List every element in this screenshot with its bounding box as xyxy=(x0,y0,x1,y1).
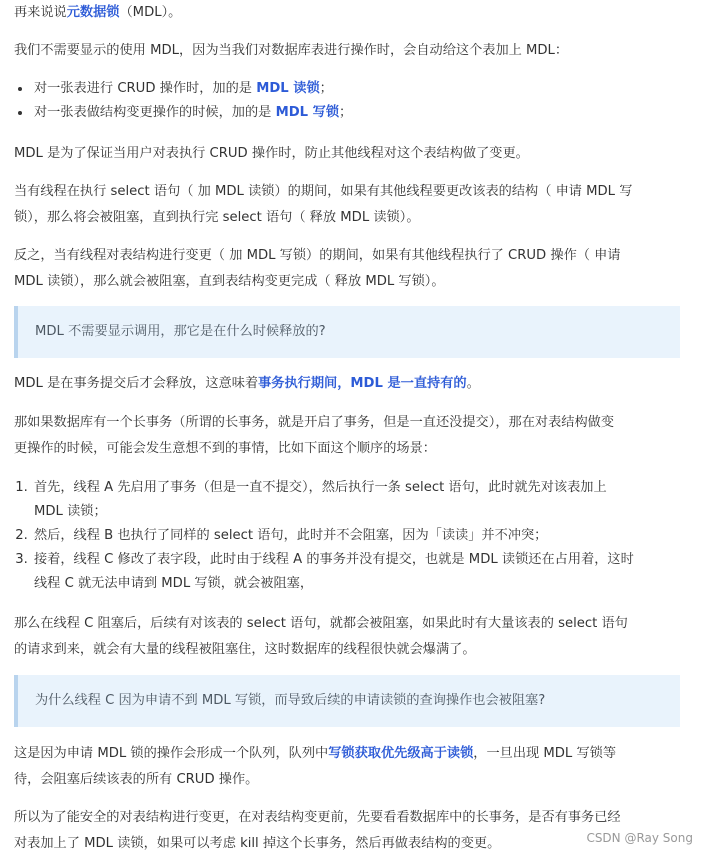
list-item xyxy=(32,77,352,101)
intro-suffix: （MDL）。 xyxy=(119,5,182,20)
list-item-line: 首先，线程 A 先启用了事务（但是一直不提交），然后执行一条 select 语句，此时就先对该表加上 xyxy=(34,480,607,495)
paragraph-5 xyxy=(14,371,480,397)
paragraph-line: 所以为了能安全的对表结构进行变更，在对表结构变更前，先要看看数据库中的长事务，是否有事务已经 xyxy=(14,810,621,825)
list-item xyxy=(32,548,634,596)
intro-text: 再来说说 xyxy=(14,5,67,20)
list-item-text: 对一张表进行 CRUD 操作时，加的是 xyxy=(34,81,257,96)
paragraph-6 xyxy=(14,410,614,462)
paragraph-line: 的请求到来，就会有大量的线程被阻塞住，这时数据库的线程很快就会爆满了。 xyxy=(14,642,476,657)
list-item-line: MDL 读锁； xyxy=(34,504,107,519)
intro-highlight: 元数据锁 xyxy=(66,5,120,20)
list-item xyxy=(32,101,352,125)
blockquote-2 xyxy=(14,675,680,727)
paragraph-line: 反之，当有线程对表结构进行变更（ 加 MDL 写锁）的期间，如果有其他线程执行了 CRUD 操作（ 申请 xyxy=(14,248,621,263)
list-item-highlight: MDL 写锁 xyxy=(275,105,340,120)
paragraph-line: 锁），那么将会被阻塞，直到执行完 select 语句（ 释放 MDL 读锁）。 xyxy=(14,210,420,225)
paragraph-line: MDL 读锁），那么就会被阻塞，直到表结构变更完成（ 释放 MDL 写锁）。 xyxy=(14,274,445,289)
paragraph-3 xyxy=(14,179,632,231)
blockquote-1 xyxy=(14,306,680,358)
paragraph-4 xyxy=(14,243,621,295)
list-item-highlight: MDL 读锁 xyxy=(256,81,320,96)
list-item-line: 然后，线程 B 也执行了同样的 select 语句，此时并不会阻塞，因为「读读」并不冲突； xyxy=(34,528,548,543)
paragraph-highlight: 事务执行期间，MDL 是一直持有的 xyxy=(258,376,467,391)
paragraph-8 xyxy=(14,741,616,793)
paragraph-9 xyxy=(14,805,621,857)
numbered-list xyxy=(14,476,634,596)
list-item-text: 对一张表做结构变更操作的时候，加的是 xyxy=(34,105,276,120)
list-item-line: 线程 C 就无法申请到 MDL 写锁，就会被阻塞， xyxy=(34,576,314,591)
blockquote-text: 为什么线程 C 因为申请不到 MDL 写锁，而导致后续的申请读锁的查询操作也会被阻塞? xyxy=(35,693,546,708)
paragraph-line xyxy=(14,741,616,767)
intro-paragraph xyxy=(14,0,181,26)
list-item-line: 接着，线程 C 修改了表字段，此时由于线程 A 的事务并没有提交，也就是 MDL 读锁还在占用着，这时 xyxy=(34,552,634,567)
paragraph-line: 更操作的时候，可能会发生意想不到的事情，比如下面这个顺序的场景： xyxy=(14,441,436,456)
list-item-suffix: ； xyxy=(319,81,333,96)
paragraph-line: 对表加上了 MDL 读锁，如果可以考虑 kill 掉这个长事务，然后再做表结构的变更。 xyxy=(14,836,501,851)
list-item xyxy=(32,476,634,524)
paragraph-line: 待，会阻塞后续该表的所有 CRUD 操作。 xyxy=(14,772,259,787)
paragraph-text: 这是因为申请 MDL 锁的操作会形成一个队列，队列中 xyxy=(14,746,329,761)
list-item-suffix: ； xyxy=(339,105,353,120)
watermark: CSDN @Ray Song xyxy=(586,831,693,845)
bullet-list xyxy=(14,77,352,125)
paragraph-suffix: 。 xyxy=(466,376,480,391)
paragraph-7 xyxy=(14,611,628,663)
paragraph-line: 那如果数据库有一个长事务（所谓的长事务，就是开启了事务，但是一直还没提交），那在对表结构做变 xyxy=(14,415,615,430)
paragraph-text: MDL 是在事务提交后才会释放，这意味着 xyxy=(14,376,259,391)
list-item xyxy=(32,524,634,548)
paragraph-2: MDL 是为了保证当用户对表执行 CRUD 操作时，防止其他线程对这个表结构做了变更。 xyxy=(14,146,529,161)
blockquote-text: MDL 不需要显示调用，那它是在什么时候释放的? xyxy=(35,324,326,339)
paragraph-highlight: 写锁获取优先级高于读锁 xyxy=(328,746,474,761)
paragraph-1: 我们不需要显示的使用 MDL，因为当我们对数据库表进行操作时，会自动给这个表加上 MDL： xyxy=(14,43,569,58)
paragraph-suffix: ，一旦出现 MDL 写锁等 xyxy=(473,746,617,761)
paragraph-line: 当有线程在执行 select 语句（ 加 MDL 读锁）的期间，如果有其他线程要更改该表的结构（ 申请 MDL 写 xyxy=(14,184,633,199)
paragraph-line: 那么在线程 C 阻塞后，后续有对该表的 select 语句，就都会被阻塞，如果此时有大量该表的 select 语句 xyxy=(14,616,628,631)
